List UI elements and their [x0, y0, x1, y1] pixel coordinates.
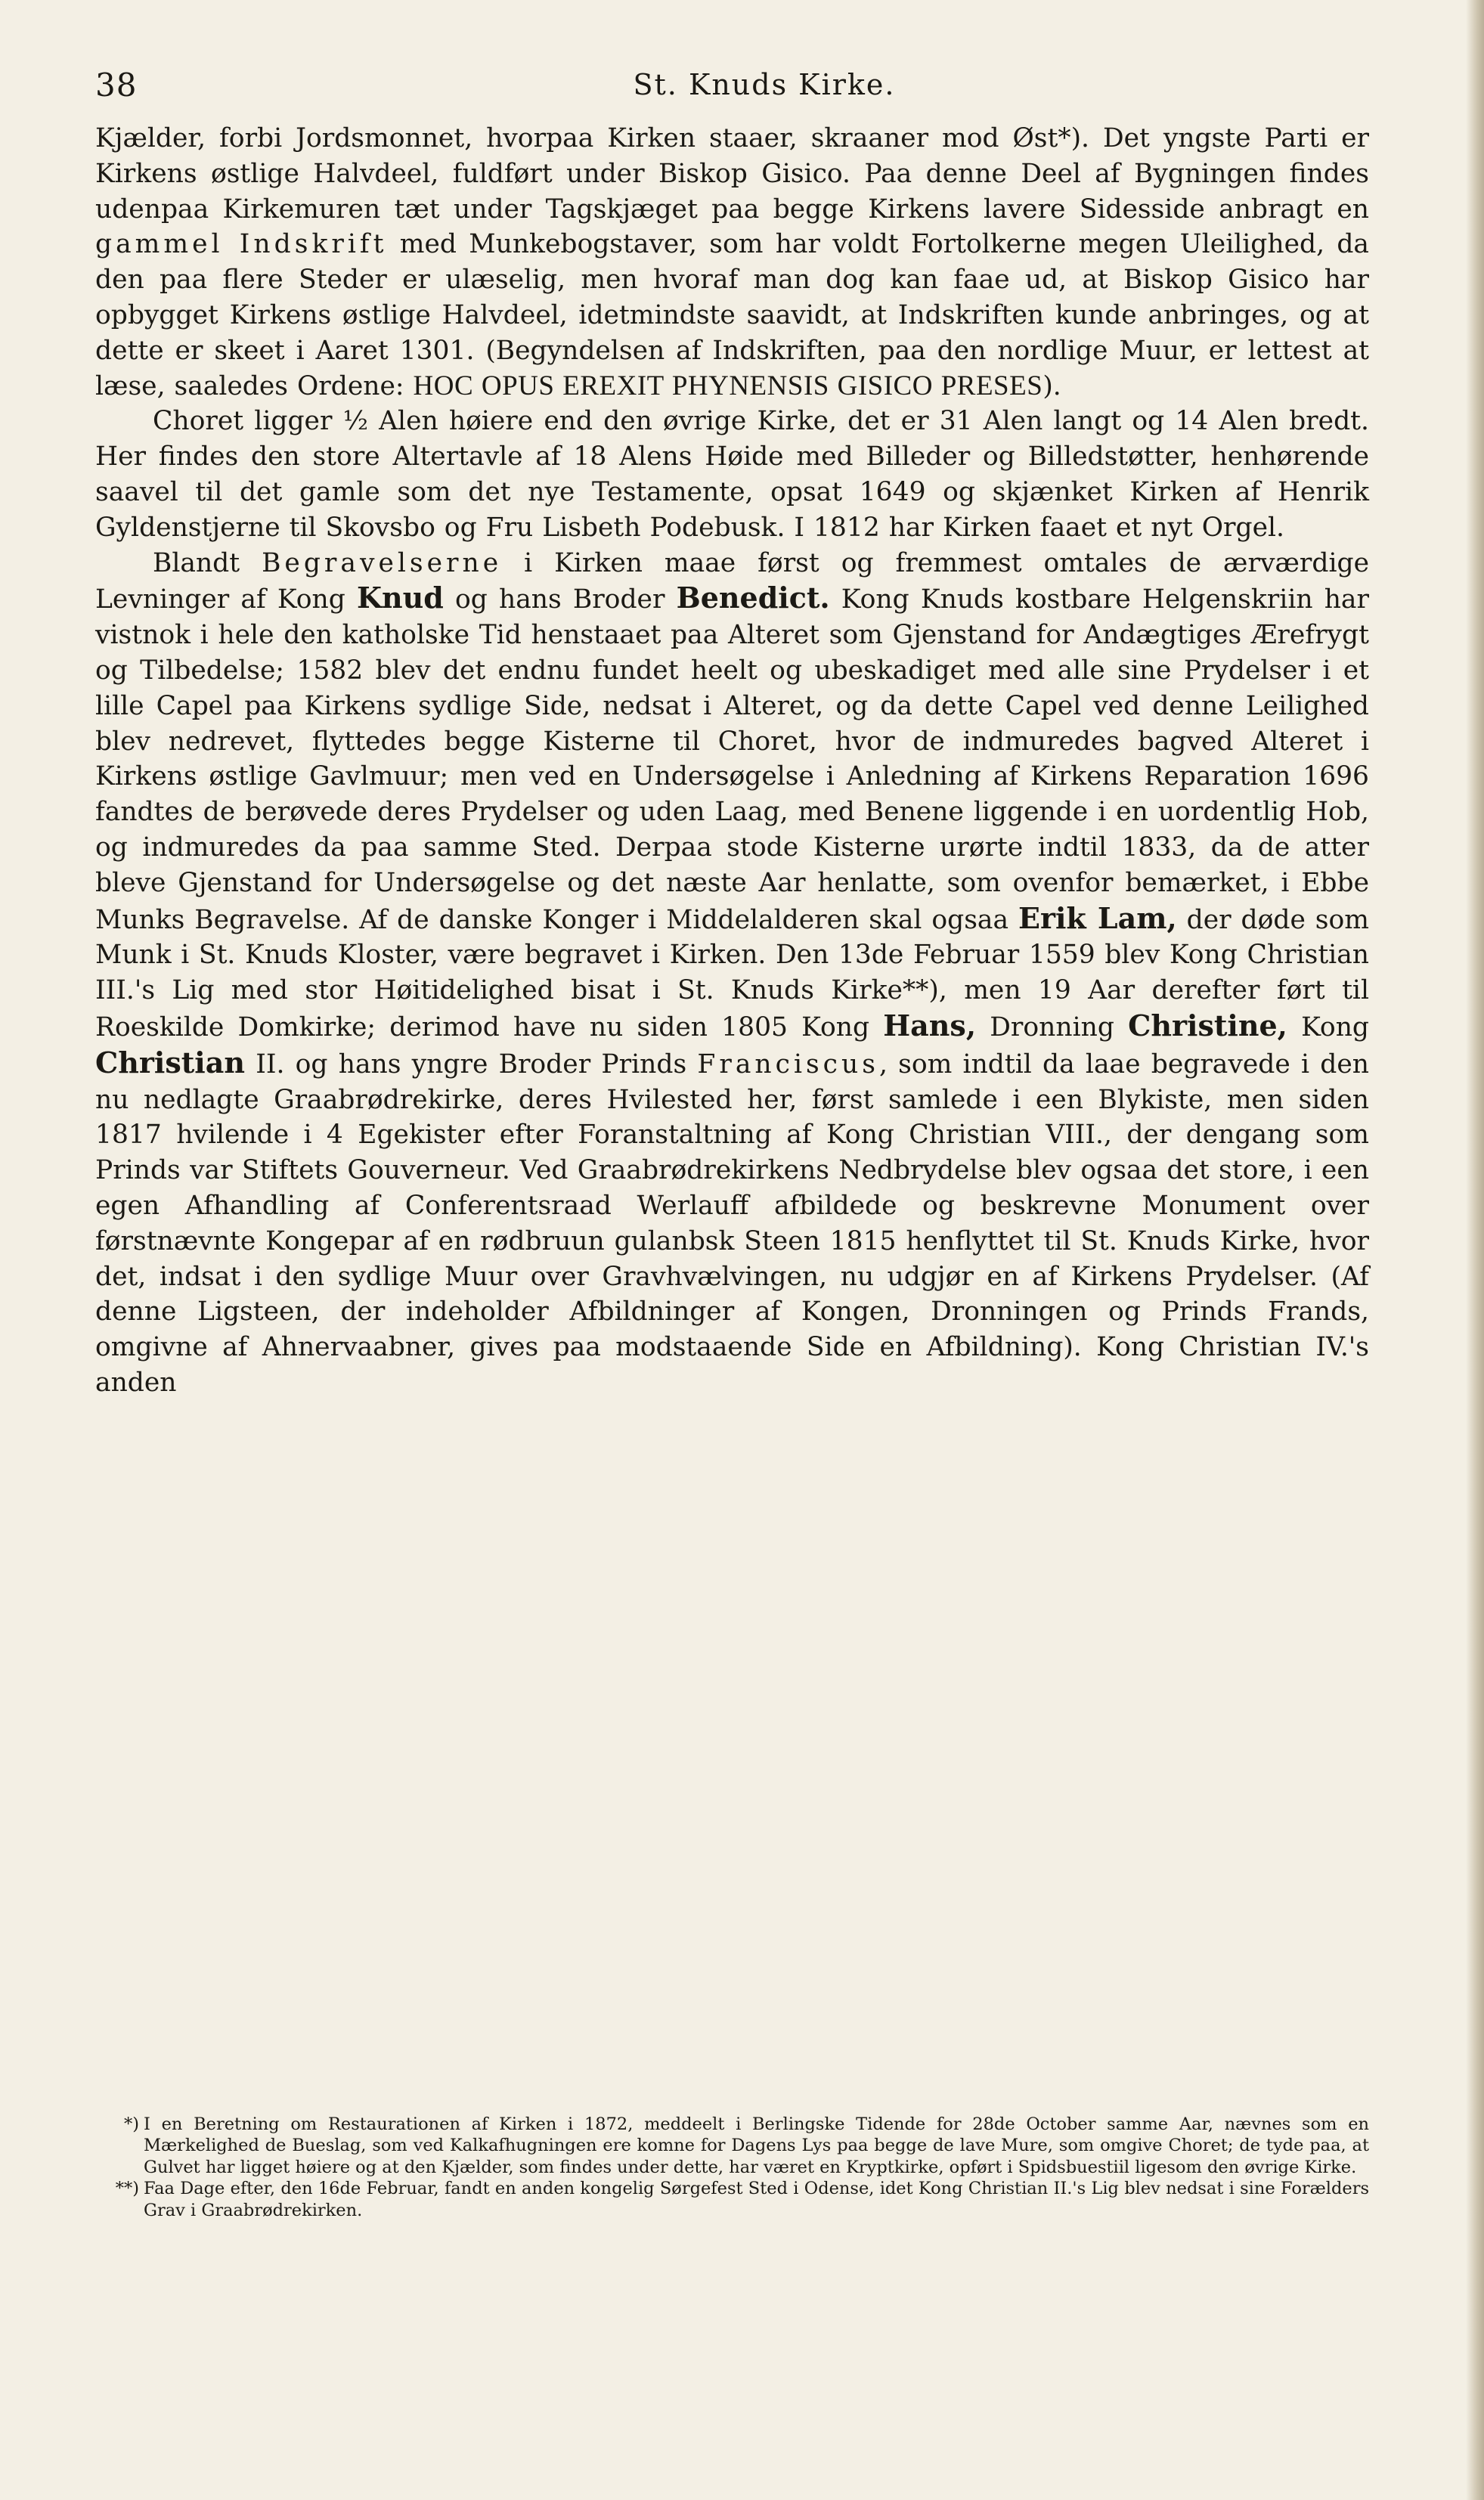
bold-name: Christian — [95, 1045, 245, 1080]
text-run: i Kirken maae først og fremmest omtales de ærværdige Levninger af Kong — [95, 547, 1369, 615]
text-run: med Munkebogstaver, som har voldt Fortolkerne megen Uleilighed, da den paa flere Steder er ulæselig, men hvoraf man dog kan faae ud, at Biskop Gisico har opbygget Kirkens østlige Halvdeel, idetmindste saavidt, at Indskriften kunde anbringes, og at dette er skeet i Aaret 1301. (Begyndelsen af Indskriften, paa den nordlige Muur, er lettest at læse, saaledes Ordene: — [95, 229, 1369, 401]
footnotes — [95, 2114, 1369, 2221]
paragraph: Choret ligger ½ Alen høiere end den øvrige Kirke, det er 31 Alen langt og 14 Alen bredt. Her findes den store Altertavle af 18 Alens Høide med Billeder og Billedstøtter, henhørende saavel til det gamle som det nye Testamente, opsat 1649 og skjænket Kirken af Henrik Gyldenstjerne til Skovsbo og Fru Lisbeth Podebusk. I 1812 har Kirken faaet et nyt Orgel. — [95, 406, 1369, 543]
footnote-text: Faa Dage efter, den 16de Februar, fandt en anden kongelig Sørgefest Sted i Odense, idet Kong Christian II.'s Lig blev nedsat i sine Forælders Grav i Graabrødrekirken. — [144, 2179, 1369, 2220]
page-number: 38 — [95, 67, 138, 104]
footnote-text: I en Beretning om Restaurationen af Kirken i 1872, meddeelt i Berlingske Tidende for 28de October samme Aar, nævnes som en Mærkelighed de Bueslag, som ved Kalkafhugningen ere komne for Dagens Lys paa begge de lave Mure, som omgive Choret; de tyde paa, at Gulvet har ligget høiere og at den Kjælder, som findes under dette, har været en Kryptkirke, opført i Spidsbuestiil ligesom den øvrige Kirke. — [144, 2114, 1369, 2177]
paragraph — [95, 121, 1369, 404]
footnote — [95, 2114, 1369, 2178]
spaced-text: gammel Indskrift — [95, 229, 388, 260]
page-edge-shadow — [1466, 0, 1484, 2500]
main-text — [95, 121, 1369, 1401]
text-run: Kjælder, forbi Jordsmonnet, hvorpaa Kirken staaer, skraaner mod Øst*). Det yngste Parti er Kirkens østlige Halvdeel, fuldført under Biskop Gisico. Paa denne Deel af Bygningen findes udenpaa Kirkemuren tæt under Tagskjæget paa begge Kirkens lavere Sidesside anbragt en — [95, 123, 1369, 225]
paragraph — [95, 546, 1369, 1401]
bold-name: Knud — [356, 581, 444, 615]
running-head — [95, 67, 1433, 112]
bold-name: Christine, — [1128, 1008, 1287, 1042]
text-run: II. og hans yngre Broder Prinds — [244, 1049, 698, 1080]
text-run: , som indtil da laae begravede i den nu nedlagte Graabrødrekirke, deres Hvilested her, først samlede i een Blykiste, men siden 1817 hvilende i 4 Egekister efter Foranstaltning af Kong Christian VIII., der dengang som Prinds var Stiftets Gouverneur. Ved Graabrødrekirkens Nedbrydelse blev ogsaa det store, i een egen Afhandling af Conferentsraad Werlauff afbildede og beskrevne Monument over førstnævnte Kongepar af en rødbruun gulanbsk Steen 1815 henflyttet til St. Knuds Kirke, hvor det, indsat i den sydlige Muur over Gravhvælvingen, nu udgjør en af Kirkens Prydelser. (Af denne Ligsteen, der indeholder Afbildninger af Kongen, Dronningen og Prinds Frands, omgivne af Ahnervaabner, gives paa modstaaende Side en Afbildning). Kong Christian IV.'s anden — [95, 1049, 1369, 1398]
bold-name: Hans, — [883, 1008, 977, 1042]
running-title: St. Knuds Kirke. — [633, 68, 896, 101]
text-run: Kong Knuds kostbare Helgenskriin har vistnok i hele den katholske Tid henstaaet paa Alteret som Gjenstand for Andægtiges Ærefrygt og Tilbedelse; 1582 blev det endnu fundet heelt og ubeskadiget med alle sine Prydelser i et lille Capel paa Kirkens sydlige Side, nedsat i Alteret, og da dette Capel ved denne Leilighed blev nedrevet, flyttedes begge Kisterne til Choret, hvor de indmuredes bagved Alteret i Kirkens østlige Gavlmuur; men ved en Undersøgelse i Anledning af Kirkens Reparation 1696 fandtes de berøvede deres Prydelser og uden Laag, med Benene liggende i en uordentlig Hob, og indmuredes da paa samme Sted. Derpaa stode Kisterne urørte indtil 1833, da de atter bleve Gjenstand for Undersøgelse og det næste Aar henlatte, som ovenfor bemærket, i Ebbe Munks Begravelse. Af de danske Konger i Middelalderen skal ogsaa — [95, 584, 1369, 935]
text-run: Kong — [1287, 1011, 1369, 1042]
bold-name: Erik Lam, — [1018, 900, 1177, 935]
text-run: Blandt — [153, 547, 262, 578]
text-run: og hans Broder — [443, 584, 677, 615]
spaced-text: Begravelserne — [262, 547, 503, 578]
text-run: Dronning — [976, 1011, 1129, 1042]
text-run: der døde som Munk i St. Knuds Kloster, være begravet i Kirken. Den 13de Februar 1559 blev Kong Christian III.'s Lig med stor Høitidelighed bisat i St. Knuds Kirke**), men 19 Aar derefter ført til Roeskilde Domkirke; derimod have nu siden 1805 Kong — [95, 904, 1369, 1042]
footnote — [95, 2178, 1369, 2221]
latin-inscription: HOC OPUS EREXIT PHYNENSIS GISICO PRESES — [413, 370, 1043, 401]
spaced-text: Franciscus — [697, 1049, 879, 1080]
footnote-mark: **) — [115, 2179, 139, 2199]
text-run: ). — [1043, 370, 1061, 401]
bold-name: Benedict. — [676, 581, 830, 615]
footnote-mark: *) — [123, 2114, 139, 2134]
